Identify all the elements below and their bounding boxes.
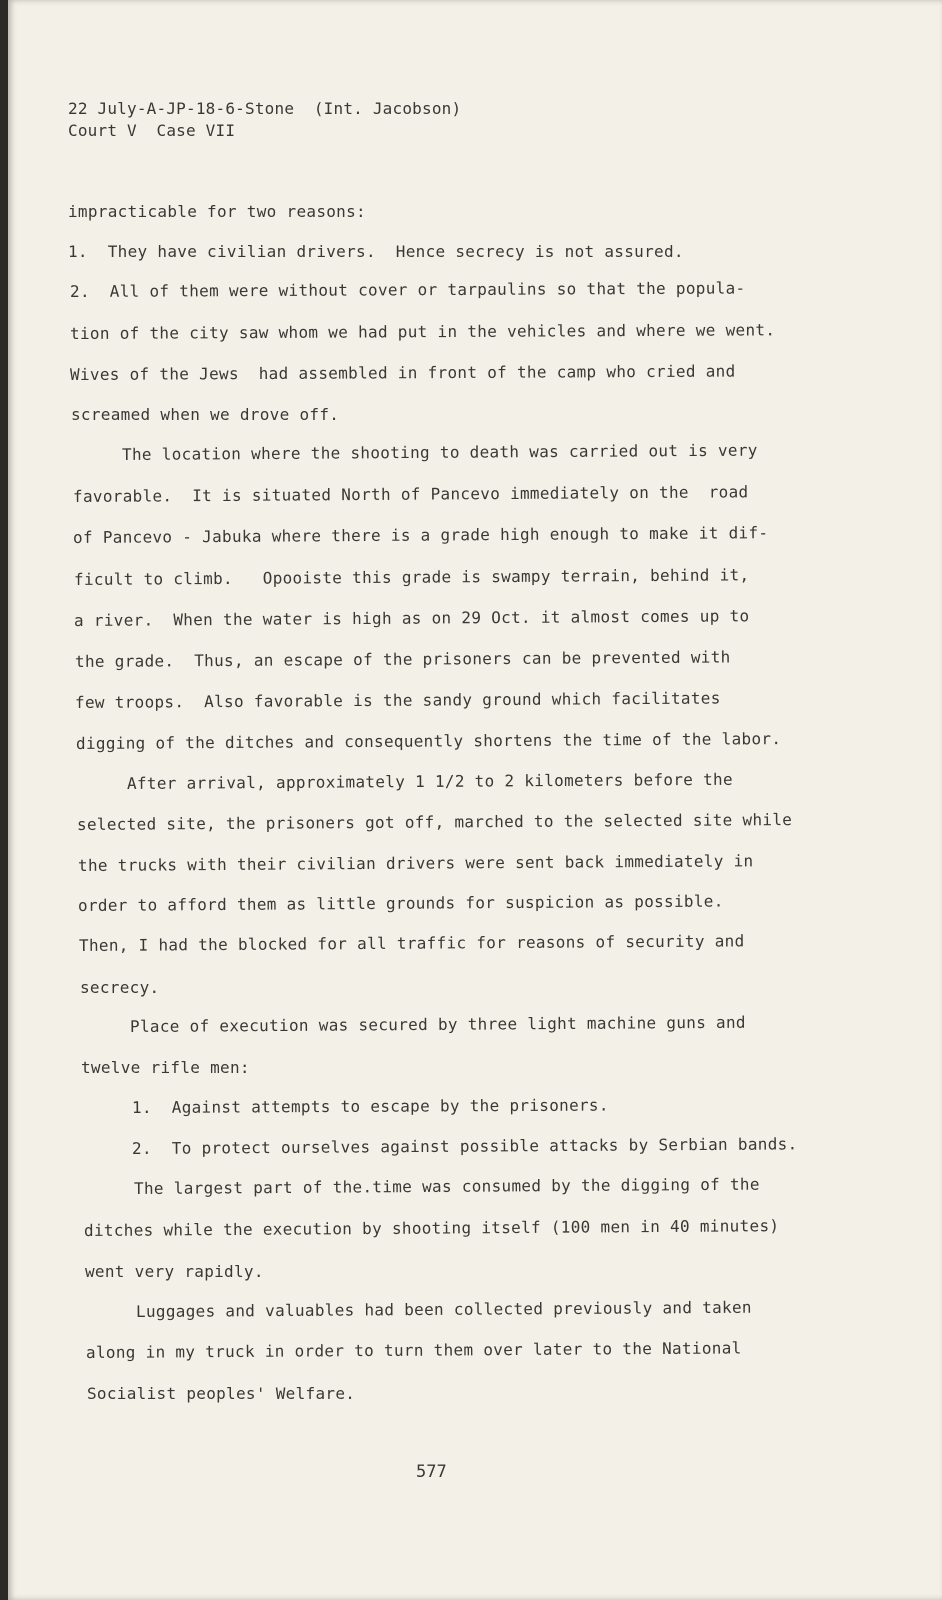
- text-line: selected site, the prisoners got off, marched to the selected site while: [76, 810, 793, 834]
- text-line: Wives of the Jews had assembled in front of the camp who cried and: [69, 361, 736, 384]
- text-line: The location where the shooting to death was carried out is very: [121, 440, 758, 464]
- page-number: 577: [416, 1462, 447, 1482]
- text-line: 1. They have civilian drivers. Hence secrecy is not assured.: [68, 242, 684, 261]
- scan-edge: [0, 0, 8, 1600]
- text-line: along in my truck in order to turn them over later to the National: [85, 1338, 742, 1362]
- text-line: After arrival, approximately 1 1/2 to 2 kilometers before the: [126, 769, 733, 793]
- header-reference: 22 July-A-JP-18-6-Stone (Int. Jacobson): [68, 99, 462, 118]
- text-line: of Pancevo - Jabuka where there is a grade high enough to make it dif-: [72, 523, 769, 547]
- text-line: the grade. Thus, an escape of the prisoners can be prevented with: [74, 647, 731, 671]
- text-line: Socialist peoples' Welfare.: [87, 1384, 356, 1403]
- text-line: tion of the city saw whom we had put in the vehicles and where we went.: [69, 320, 776, 343]
- text-line: Luggages and valuables had been collected previously and taken: [135, 1297, 752, 1321]
- text-line: 2. To protect ourselves against possible attacks by Serbian bands.: [131, 1134, 798, 1158]
- text-line: digging of the ditches and consequently shortens the time of the labor.: [75, 729, 782, 753]
- text-line: ficult to climb. Opooiste this grade is swampy terrain, behind it,: [73, 565, 750, 589]
- header-court-case: Court V Case VII: [68, 121, 236, 140]
- text-line: twelve rifle men:: [81, 1058, 250, 1077]
- document-header: [68, 98, 461, 142]
- text-line: a river. When the water is high as on 29 Oct. it almost comes up to: [73, 606, 750, 630]
- text-line: favorable. It is situated North of Pancevo immediately on the road: [72, 482, 749, 506]
- text-line: secrecy.: [80, 978, 160, 997]
- text-line: ditches while the execution by shooting itself (100 men in 40 minutes): [83, 1216, 780, 1240]
- text-line: few troops. Also favorable is the sandy ground which facilitates: [74, 688, 721, 712]
- text-line: 1. Against attempts to escape by the prisoners.: [131, 1095, 609, 1117]
- text-line: the trucks with their civilian drivers were sent back immediately in: [77, 851, 754, 875]
- text-line: 2. All of them were without cover or tarpaulins so that the popula-: [69, 278, 746, 301]
- text-line: order to afford them as little grounds for suspicion as possible.: [77, 891, 724, 915]
- text-line: impracticable for two reasons:: [68, 202, 366, 221]
- text-line: went very rapidly.: [85, 1262, 264, 1281]
- text-line: Place of execution was secured by three light machine guns and: [129, 1012, 746, 1036]
- text-line: Then, I had the blocked for all traffic for reasons of security and: [78, 931, 745, 955]
- text-line: screamed when we drove off.: [71, 405, 340, 424]
- text-line: The largest part of the.time was consumed by the digging of the: [133, 1174, 760, 1198]
